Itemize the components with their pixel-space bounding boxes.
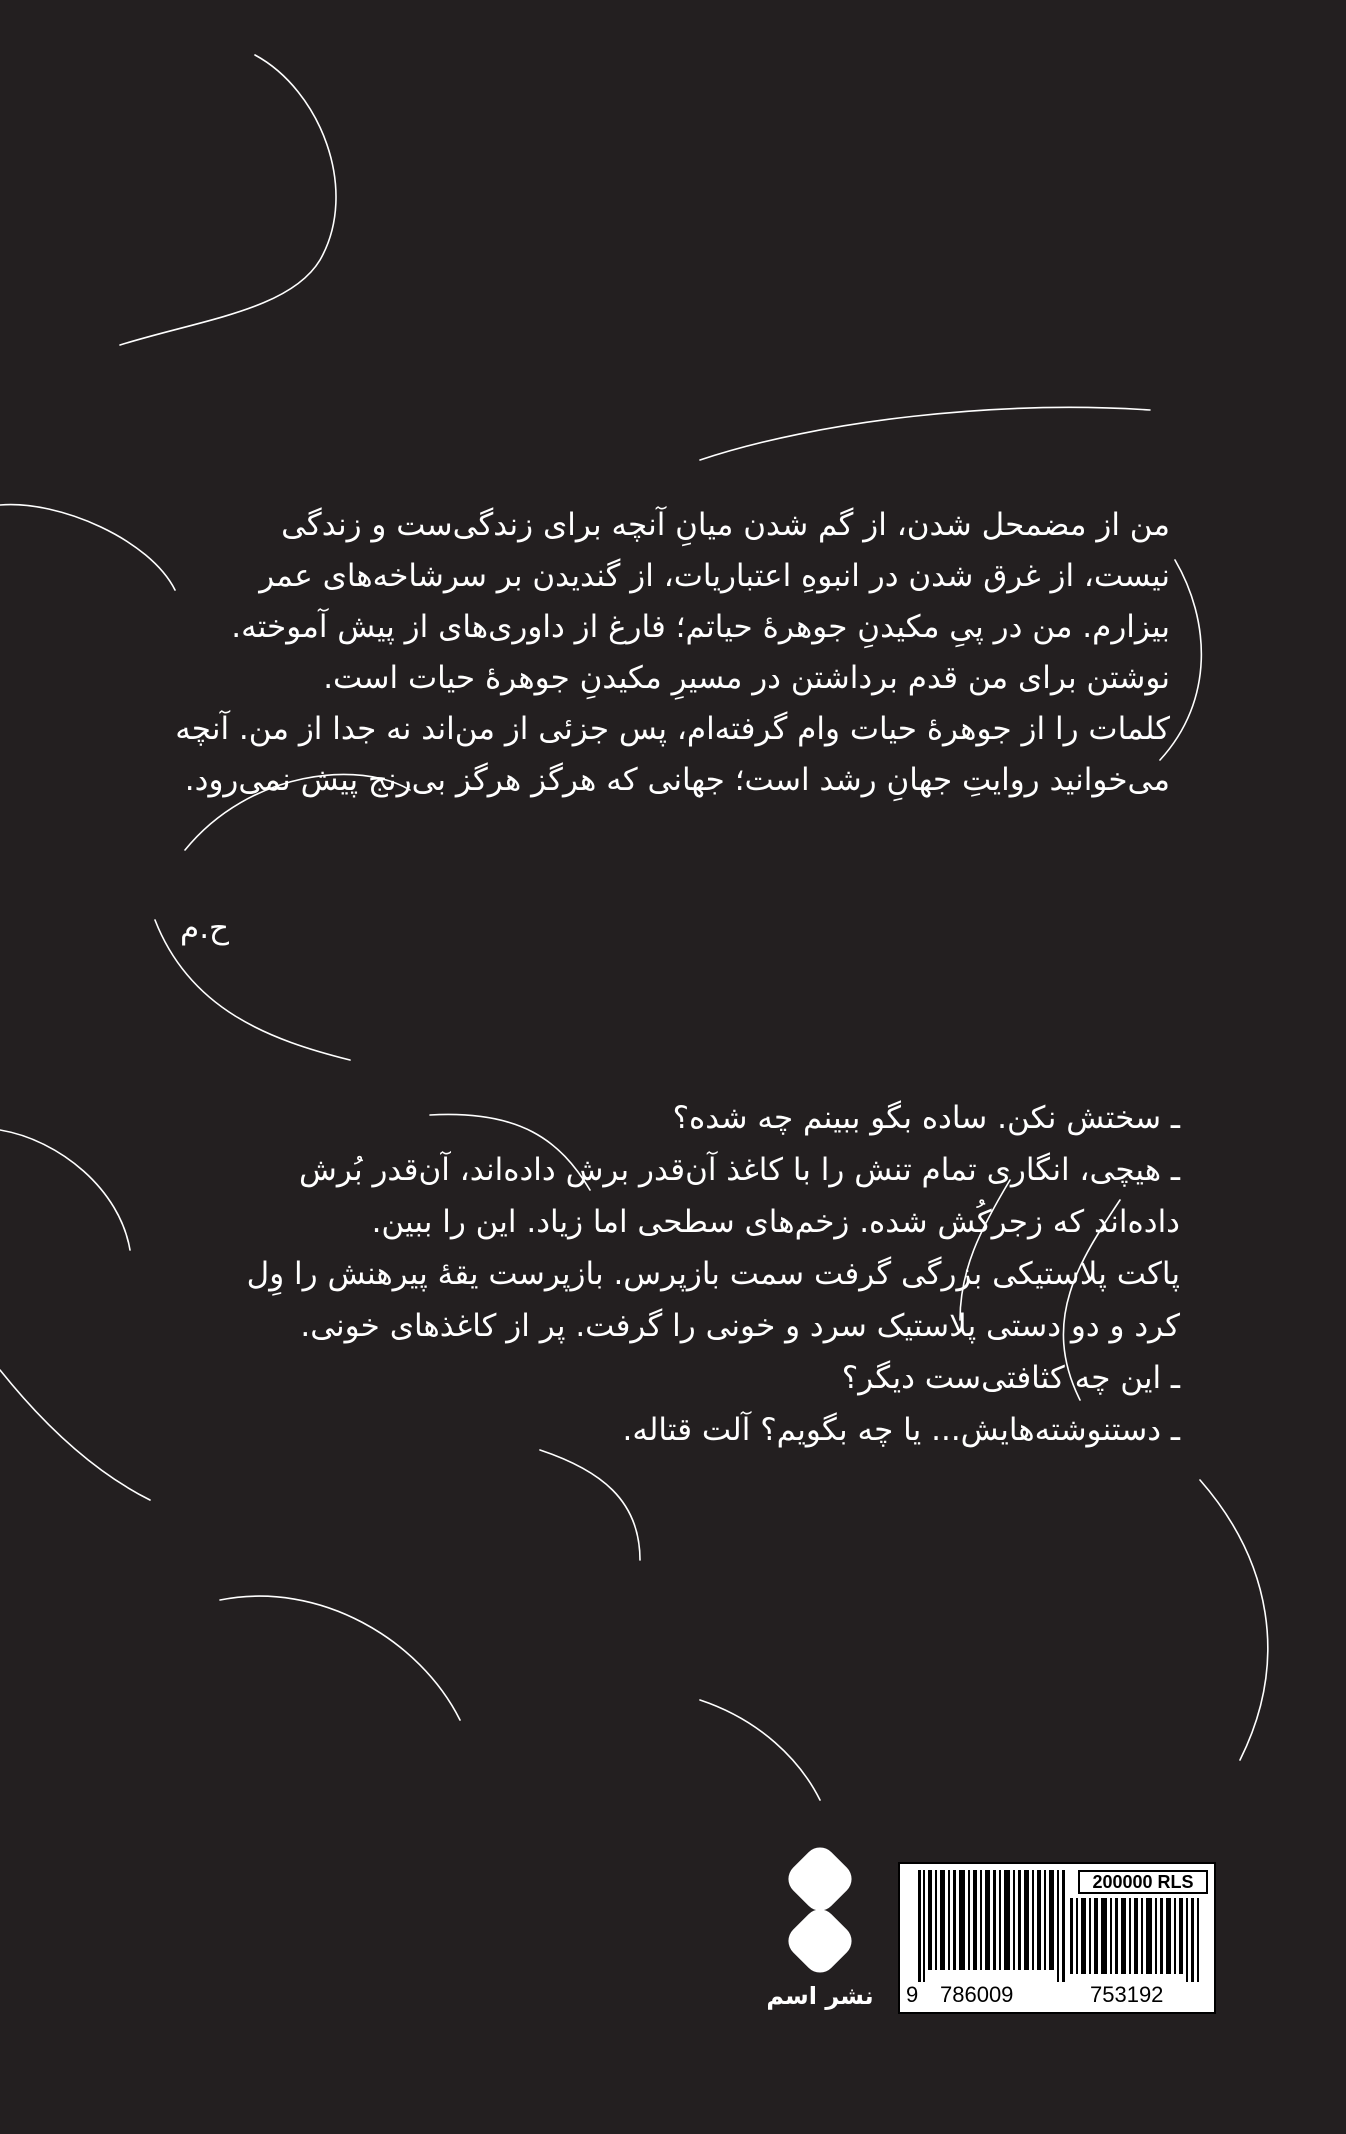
isbn-number — [900, 1980, 1216, 2010]
double-diamond-logo-icon — [782, 1841, 858, 1917]
barcode-bars-lower — [910, 1898, 1206, 1982]
excerpt-text — [240, 1092, 1180, 1456]
curve — [120, 55, 336, 345]
price-label: 200000 RLS — [1078, 1870, 1208, 1894]
excerpt-line: ـ دستنوشته‌هایش... یا چه بگویم؟ آلت قتاله. — [622, 1412, 1180, 1448]
author-signature: ح.م — [180, 910, 230, 946]
intro-line: نیست، از غرق شدن در انبوهِ اعتباریات، از گندیدن بر سرشاخه‌های عمر — [259, 558, 1170, 594]
isbn-first-digit: 9 — [906, 1982, 919, 2007]
excerpt-line: ـ سختش نکن. ساده بگو ببینم چه شده؟ — [672, 1100, 1180, 1136]
isbn-right-group: 753192 — [1090, 1982, 1164, 2007]
excerpt-line: داده‌اند که زجرکُش شده. زخم‌های سطحی اما زیاد. این را ببین. — [371, 1204, 1180, 1240]
curve — [0, 505, 175, 590]
intro-line: می‌خوانید روایتِ جهانِ رشد است؛ جهانی که هرگز هرگز بی‌رنج پیش نمی‌رود. — [184, 762, 1170, 798]
curve — [0, 1370, 150, 1500]
intro-line: بیزارم. من در پیِ مکیدنِ جوهرهٔ حیاتم؛ فارغ از داوری‌های از پیش آموخته. — [231, 609, 1170, 645]
publisher-name: نشر اسم — [766, 1982, 874, 2010]
curve — [540, 1450, 640, 1560]
excerpt-line: پاکت پلاستیکی بزرگی گرفت سمت بازپرس. بازپرست یقهٔ پیرهنش را وِل — [246, 1256, 1180, 1292]
excerpt-line: ـ هیچی، انگاری تمام تنش را با کاغذ آن‌قدر برش داده‌اند، آن‌قدر بُرش — [299, 1152, 1180, 1188]
excerpt-line: کرد و دو دستی پلاستیک سرد و خونی را گرفت. پر از کاغذهای خونی. — [300, 1308, 1180, 1344]
isbn-left-group: 786009 — [940, 1982, 1014, 2007]
intro-line: نوشتن برای من قدم برداشتن در مسیرِ مکیدنِ جوهرهٔ حیات است. — [323, 660, 1170, 696]
curve — [220, 1596, 460, 1720]
curve — [0, 1130, 130, 1250]
isbn-barcode — [898, 1862, 1216, 2014]
curve — [700, 407, 1150, 460]
intro-text — [170, 500, 1170, 806]
curve — [1200, 1480, 1268, 1760]
excerpt-line: ـ این چه کثافتی‌ست دیگر؟ — [841, 1360, 1180, 1396]
publisher-logo — [760, 1850, 880, 2030]
intro-line: من از مضمحل شدن، از گم شدن میانِ آنچه برای زندگی‌ست و زندگی — [281, 507, 1170, 543]
intro-line: کلمات را از جوهرهٔ حیات وام گرفته‌ام، پس جزئی از من‌اند نه جدا از من. آنچه — [175, 711, 1170, 747]
double-diamond-logo-icon — [782, 1903, 858, 1979]
curve — [700, 1700, 820, 1800]
